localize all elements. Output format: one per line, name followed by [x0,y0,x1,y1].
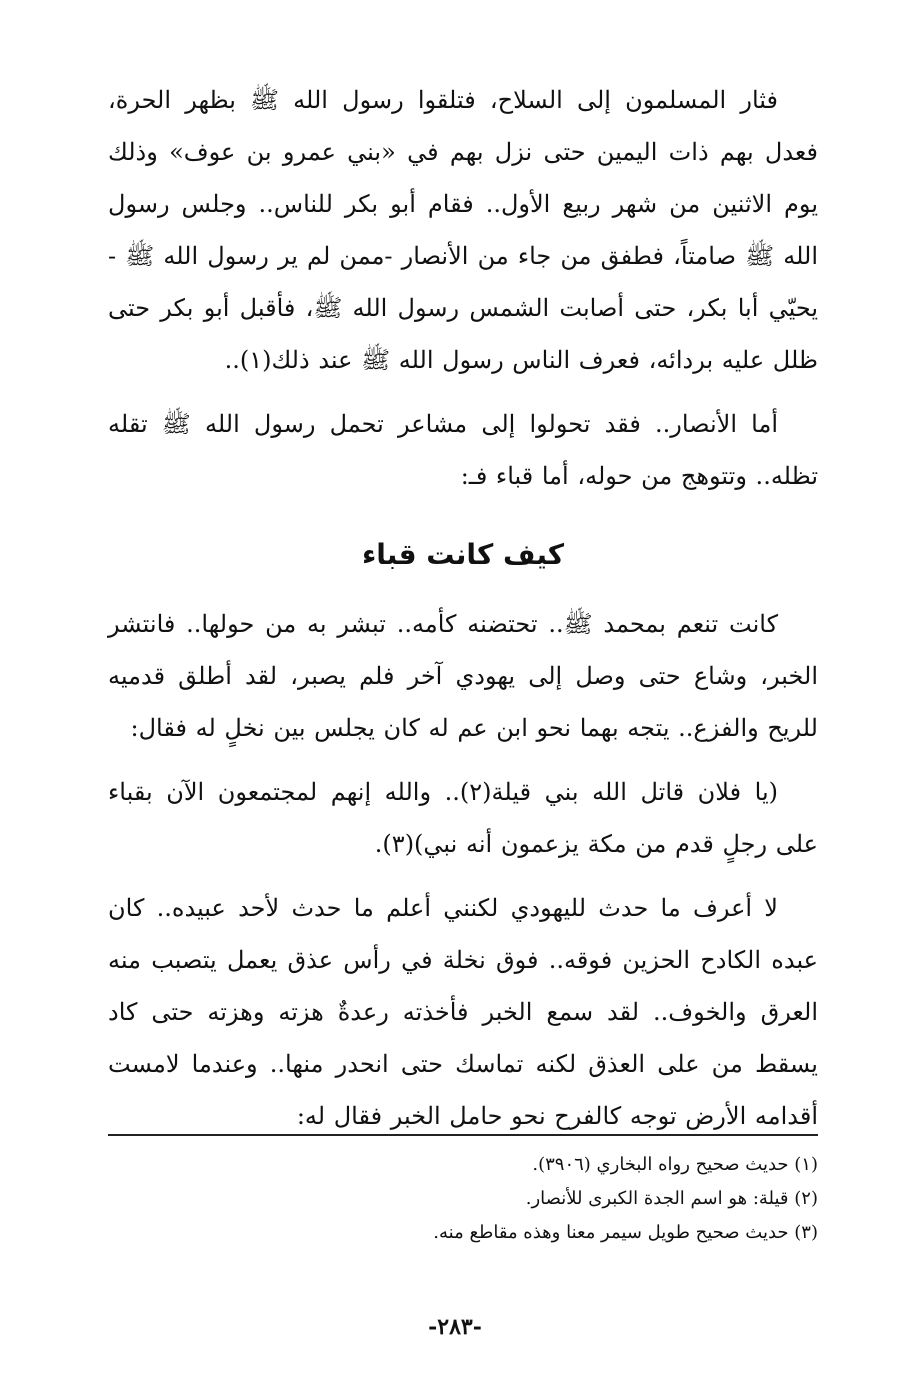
page-number: -٢٨٣- [428,1314,482,1340]
footnote-divider [108,1134,818,1136]
section-heading: كيف كانت قباء [361,538,565,571]
paragraph-4-quote: (يا فلان قاتل الله بني قيلة(٢).. والله إنهم لمجتمعون الآن بقباء على رجلٍ قدم من مكة يزعمون أنه نبي)(٣). [108,778,818,858]
footnotes [108,1148,818,1250]
paragraph-5: لا أعرف ما حدث لليهودي لكنني أعلم ما حدث لأحد عبيده.. كان عبده الكادح الحزين فوقه.. فوق نخلة في رأس عذق يعمل يتصبب منه العرق والخوف.. لقد سمع الخبر فأخذته رعدةٌ هزته وهزته حتى كاد يسقط من على العذق لكنه تماسك حتى انحدر منها.. وعندما لامست أقدامه الأرض توجه كالفرح نحو حامل الخبر فقال له: [108,894,819,1130]
footnote-2: (٢) قيلة: هو اسم الجدة الكبرى للأنصار. [525,1188,818,1209]
paragraph-3: كانت تنعم بمحمد ﷺ.. تحتضنه كأمه.. تبشر به من حولها.. فانتشر الخبر، وشاع حتى وصل إلى يهودي آخر فلم يصبر، لقد أطلق قدميه للريح والفزع.. يتجه بهما نحو ابن عم له كان يجلس بين نخلٍ له فقال: [108,610,819,742]
footnote-3: (٣) حديث صحيح طويل سيمر معنا وهذه مقاطع منه. [433,1222,818,1243]
paragraph-1: فثار المسلمون إلى السلاح، فتلقوا رسول الله ﷺ بظهر الحرة، فعدل بهم ذات اليمين حتى نزل بهم في «بني عمرو بن عوف» وذلك يوم الاثنين من شهر ربيع الأول.. فقام أبو بكر للناس.. وجلس رسول الله ﷺ صامتاً، فطفق من جاء من الأنصار -ممن لم ير رسول الله ﷺ - يحيّي أبا بكر، حتى أصابت الشمس رسول الله ﷺ، فأقبل أبو بكر حتى ظلل عليه بردائه، فعرف الناس رسول الله ﷺ عند ذلك(١).. [108,86,818,374]
footnote-1: (١) حديث صحيح رواه البخاري (٣٩٠٦). [532,1154,818,1175]
paragraph-2: أما الأنصار.. فقد تحولوا إلى مشاعر تحمل رسول الله ﷺ تقله تظله.. وتتوهج من حوله، أما قباء فـ: [108,410,818,490]
